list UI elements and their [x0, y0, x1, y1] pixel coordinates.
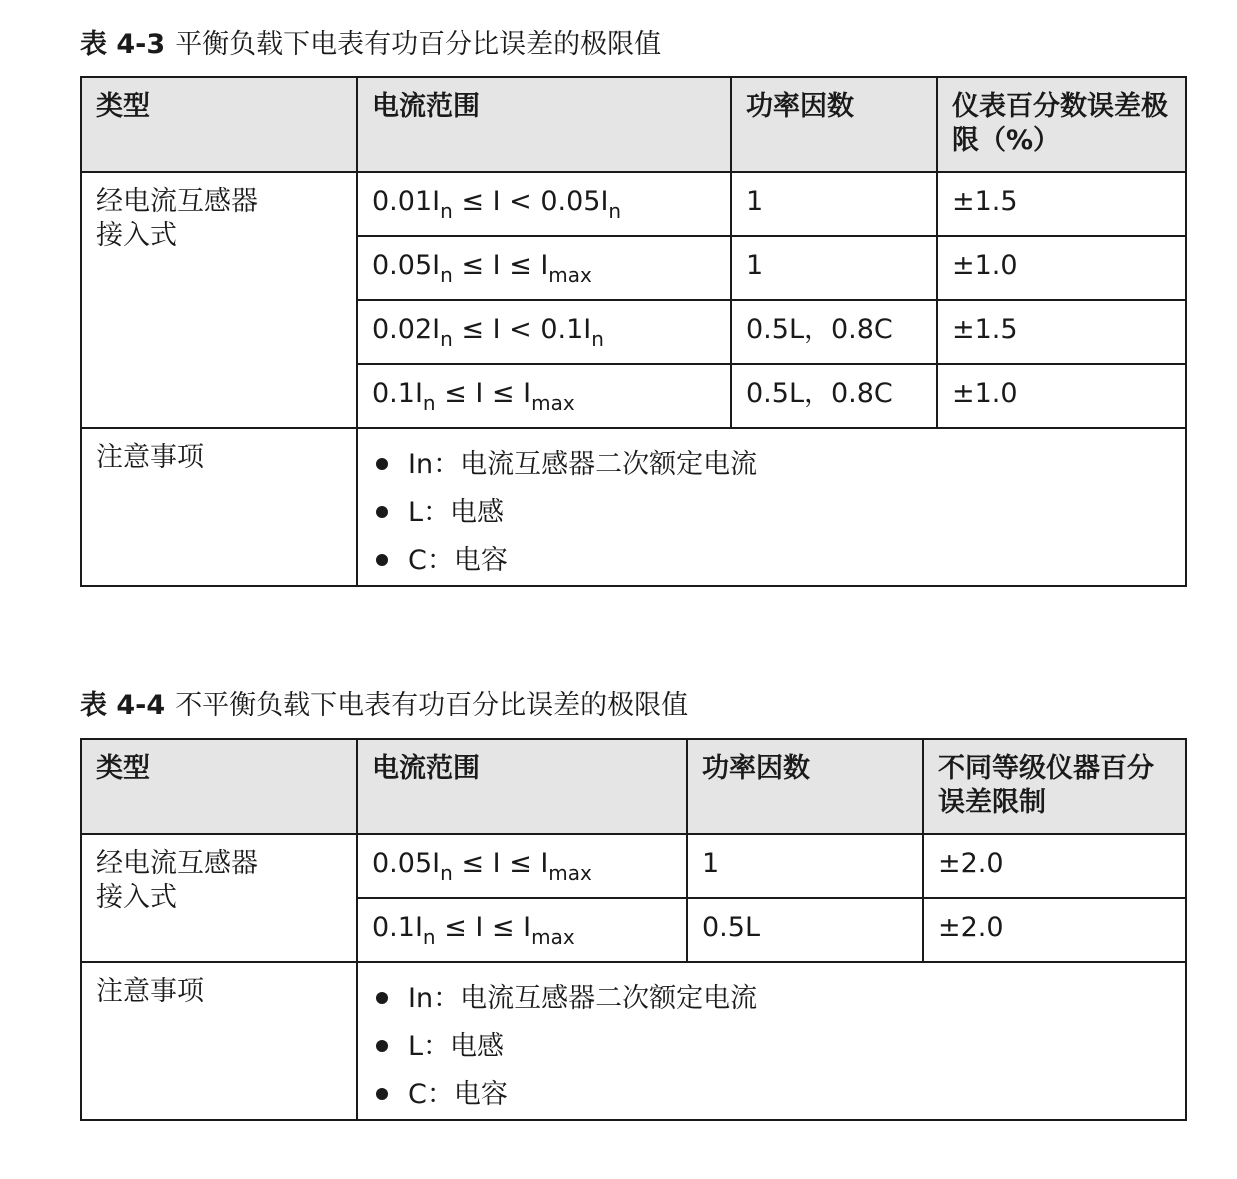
power-factor-cell: 1 — [731, 172, 937, 236]
list-item — [372, 537, 1171, 585]
range-cell — [357, 172, 731, 236]
type-cell — [81, 834, 357, 962]
range-text: 0.01I — [372, 186, 441, 217]
list-item — [372, 489, 1171, 537]
error-cell: ±2.0 — [923, 834, 1186, 898]
type-label: 经电流互感器接入式 — [96, 848, 258, 913]
range-subscript: n — [440, 263, 453, 287]
notes-row — [81, 962, 1186, 1120]
range-subscript: max — [548, 861, 592, 885]
table-row — [81, 834, 1186, 898]
list-item — [372, 1071, 1171, 1119]
error-cell: ±1.5 — [937, 172, 1186, 236]
power-factor-cell: 1 — [731, 236, 937, 300]
range-cell — [357, 364, 731, 428]
range-subscript: max — [531, 925, 575, 949]
note-text: C：电容 — [408, 545, 508, 576]
range-text: ≤ I < 0.05I — [452, 186, 609, 217]
header-power-factor: 功率因数 — [687, 739, 923, 834]
range-subscript: n — [422, 925, 436, 949]
range-subscript: n — [440, 861, 453, 885]
note-text: C：电容 — [408, 1079, 508, 1110]
range-text: ≤ I ≤ I — [452, 250, 549, 281]
range-subscript: n — [440, 327, 453, 351]
header-current-range: 电流范围 — [357, 739, 687, 834]
table-4-4-number: 表 4-4 — [80, 690, 166, 721]
table-4-4-caption — [80, 689, 688, 723]
note-text: L：电感 — [408, 1031, 505, 1062]
range-subscript: n — [608, 199, 622, 223]
header-current-range: 电流范围 — [357, 77, 731, 172]
notes-row — [81, 428, 1186, 586]
range-text: 0.05I — [372, 848, 441, 879]
header-error-limit: 仪表百分数误差极限（%） — [937, 77, 1186, 172]
list-item — [372, 441, 1171, 489]
type-label: 经电流互感器接入式 — [96, 186, 258, 251]
header-power-factor: 功率因数 — [731, 77, 937, 172]
list-item — [372, 975, 1171, 1023]
header-type: 类型 — [81, 739, 357, 834]
bullet-icon — [376, 992, 388, 1004]
table-4-4 — [80, 738, 1187, 1121]
bullet-icon — [376, 458, 388, 470]
table-4-3 — [80, 76, 1187, 587]
bullet-icon — [376, 554, 388, 566]
bullet-icon — [376, 1088, 388, 1100]
table-header-row — [81, 739, 1186, 834]
range-cell — [357, 834, 687, 898]
range-cell — [357, 300, 731, 364]
power-factor-cell: 1 — [687, 834, 923, 898]
range-cell — [357, 236, 731, 300]
notes-label: 注意事项 — [81, 962, 357, 1120]
notes-list — [372, 441, 1171, 585]
notes-list — [372, 975, 1171, 1119]
notes-label: 注意事项 — [81, 428, 357, 586]
note-text: In：电流互感器二次额定电流 — [408, 983, 758, 1014]
header-type: 类型 — [81, 77, 357, 172]
range-text: 0.1I — [372, 378, 423, 409]
bullet-icon — [376, 506, 388, 518]
range-text: 0.05I — [372, 250, 441, 281]
notes-cell — [357, 962, 1186, 1120]
table-header-row — [81, 77, 1186, 172]
range-text: ≤ I < 0.1I — [452, 314, 592, 345]
table-4-3-caption — [80, 28, 661, 62]
table-4-4-title: 不平衡负载下电表有功百分比误差的极限值 — [175, 690, 689, 721]
range-text: 0.02I — [372, 314, 441, 345]
range-subscript: n — [591, 327, 604, 351]
range-cell — [357, 898, 687, 962]
error-cell: ±2.0 — [923, 898, 1186, 962]
header-error-limit: 不同等级仪器百分误差限制 — [923, 739, 1186, 834]
range-text: ≤ I ≤ I — [452, 848, 549, 879]
range-text: ≤ I ≤ I — [435, 378, 532, 409]
list-item — [372, 1023, 1171, 1071]
notes-cell — [357, 428, 1186, 586]
table-row — [81, 172, 1186, 236]
power-factor-cell: 0.5L，0.8C — [731, 364, 937, 428]
range-subscript: n — [422, 391, 436, 415]
power-factor-cell: 0.5L，0.8C — [731, 300, 937, 364]
table-4-3-number: 表 4-3 — [80, 29, 166, 60]
bullet-icon — [376, 1040, 388, 1052]
type-cell — [81, 172, 357, 428]
error-cell: ±1.0 — [937, 236, 1186, 300]
range-subscript: n — [440, 199, 453, 223]
range-text: ≤ I ≤ I — [435, 912, 532, 943]
note-text: In：电流互感器二次额定电流 — [408, 449, 758, 480]
range-subscript: max — [531, 391, 575, 415]
error-cell: ±1.5 — [937, 300, 1186, 364]
range-text: 0.1I — [372, 912, 423, 943]
power-factor-cell: 0.5L — [687, 898, 923, 962]
range-subscript: max — [548, 263, 592, 287]
error-cell: ±1.0 — [937, 364, 1186, 428]
note-text: L：电感 — [408, 497, 505, 528]
table-4-3-title: 平衡负载下电表有功百分比误差的极限值 — [175, 29, 662, 60]
